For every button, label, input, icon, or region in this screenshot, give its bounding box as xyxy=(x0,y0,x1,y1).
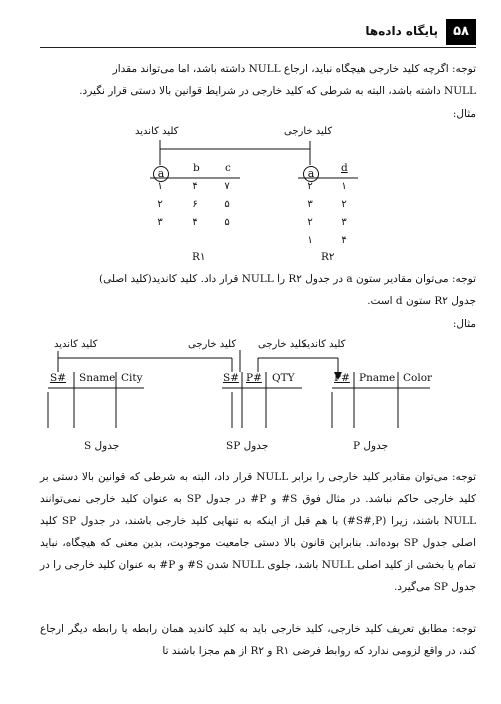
r1-header-c: c xyxy=(225,162,231,174)
candidate-key-label-1: کلید کاندید xyxy=(135,126,179,137)
page-number: ۵۸ xyxy=(446,19,476,45)
sp-field-pnum: P# xyxy=(246,372,262,384)
note-2-line-2: جدول R۲ ستون d است. xyxy=(367,295,476,307)
r1-cell: ۵ xyxy=(224,199,230,210)
r2-cell: ۱ xyxy=(307,235,313,246)
foreign-key-label-1: کلید خارجی xyxy=(284,126,333,137)
r2-header-a: a xyxy=(303,162,319,182)
sp-field-snum: S# xyxy=(223,372,239,384)
candidate-key-label-s: کلید کاندید xyxy=(54,339,98,350)
r1-cell: ۷ xyxy=(224,181,230,192)
r2-cell: ۲ xyxy=(341,199,347,210)
s-field-sname: Sname xyxy=(79,372,116,384)
r2-header-d: d xyxy=(341,162,348,174)
foreign-key-label-sp-s: کلید خارجی xyxy=(188,339,237,350)
sp-field-qty: QTY xyxy=(272,372,295,384)
s-table-caption: جدول S xyxy=(84,440,120,452)
r1-cell: ۶ xyxy=(192,199,198,210)
note-1-line-2: NULL داشته باشد، البته به شرطی که کلید خارجی در شرایط قوانین بالا دستی قرار نگیرد. xyxy=(79,85,476,97)
r2-cell: ۳ xyxy=(341,217,347,228)
r2-cell: ۲ xyxy=(307,181,313,192)
example-2-label: مثال: xyxy=(452,318,476,330)
r1-cell: ۲ xyxy=(157,199,163,210)
r1-header-b: b xyxy=(193,162,200,174)
r2-cell: ۱ xyxy=(341,181,347,192)
candidate-key-label-p: کلید کاندید xyxy=(302,339,346,350)
r2-cell: ۴ xyxy=(341,235,347,246)
p-field-pnum: P# xyxy=(334,372,350,384)
p-table-caption: جدول P xyxy=(353,440,389,452)
s-field-city: City xyxy=(121,372,143,384)
s-field-snum: S# xyxy=(50,372,66,384)
r1-cell: ۵ xyxy=(224,217,230,228)
r2-table-name: R۲ xyxy=(321,251,335,263)
note-2-line-1: توجه: می‌توان مقادیر ستون a در جدول R۲ را NULL قرار داد. کلید کاندید(کلید اصلی) xyxy=(98,273,476,285)
note-1-line-1: توجه: اگرچه کلید خارجی هیچگاه نباید، ارجاع NULL داشته باشد، اما می‌تواند مقدار xyxy=(112,63,476,75)
example-1-label: مثال: xyxy=(452,108,476,120)
r2-cell: ۲ xyxy=(307,217,313,228)
note-paragraph-4: توجه: مطابق تعریف کلید خارجی، کلید خارجی باید به کلید کاندید همان رابطه یا رابطه دیگر ارجاع کند، در واقع لزومی ندارد که روابط فرضی R۱ و R۲ از هم مجزا باشند تا xyxy=(40,623,476,657)
r1-cell: ۴ xyxy=(192,217,198,228)
p-field-pname: Pname xyxy=(359,372,396,384)
r1-header-a: a xyxy=(153,162,169,182)
r1-table-name: R۱ xyxy=(192,251,206,263)
note-paragraph-3: توجه: می‌توان مقادیر کلید خارجی را برابر NULL قرار داد، البته به شرطی که قوانین بالا دستی بر کلید خارجی حاکم نباشد. در مثال فوق S# و P# در جدول SP به عنوان کلید خارجی نمی‌توانند NULL باشند، زیرا (S#,P#) با هم قبل از اینکه به تنهایی کلید خارجی باشند، در جدول SP کلید اصلی جدول SP بوده‌اند. بنابراین قانون بالا دستی جامعیت موجودیت، بدین معنی که هیچگاه، نباید تمام یا بخشی از کلید اصلی NULL باشد، جلوی NULL شدن S# و P# به عنوان کلید خارجی را در جدول SP می‌گیرد. xyxy=(40,471,477,593)
r2-cell: ۳ xyxy=(307,199,313,210)
sp-table-caption: جدول SP xyxy=(226,440,269,452)
p-field-color: Color xyxy=(403,372,433,384)
r1-cell: ۴ xyxy=(192,181,198,192)
running-title: پایگاه داده‌ها xyxy=(365,24,438,38)
r1-cell: ۱ xyxy=(157,181,163,192)
foreign-key-label-sp-p: کلید خارجی xyxy=(258,339,307,350)
r1-cell: ۳ xyxy=(157,217,163,228)
